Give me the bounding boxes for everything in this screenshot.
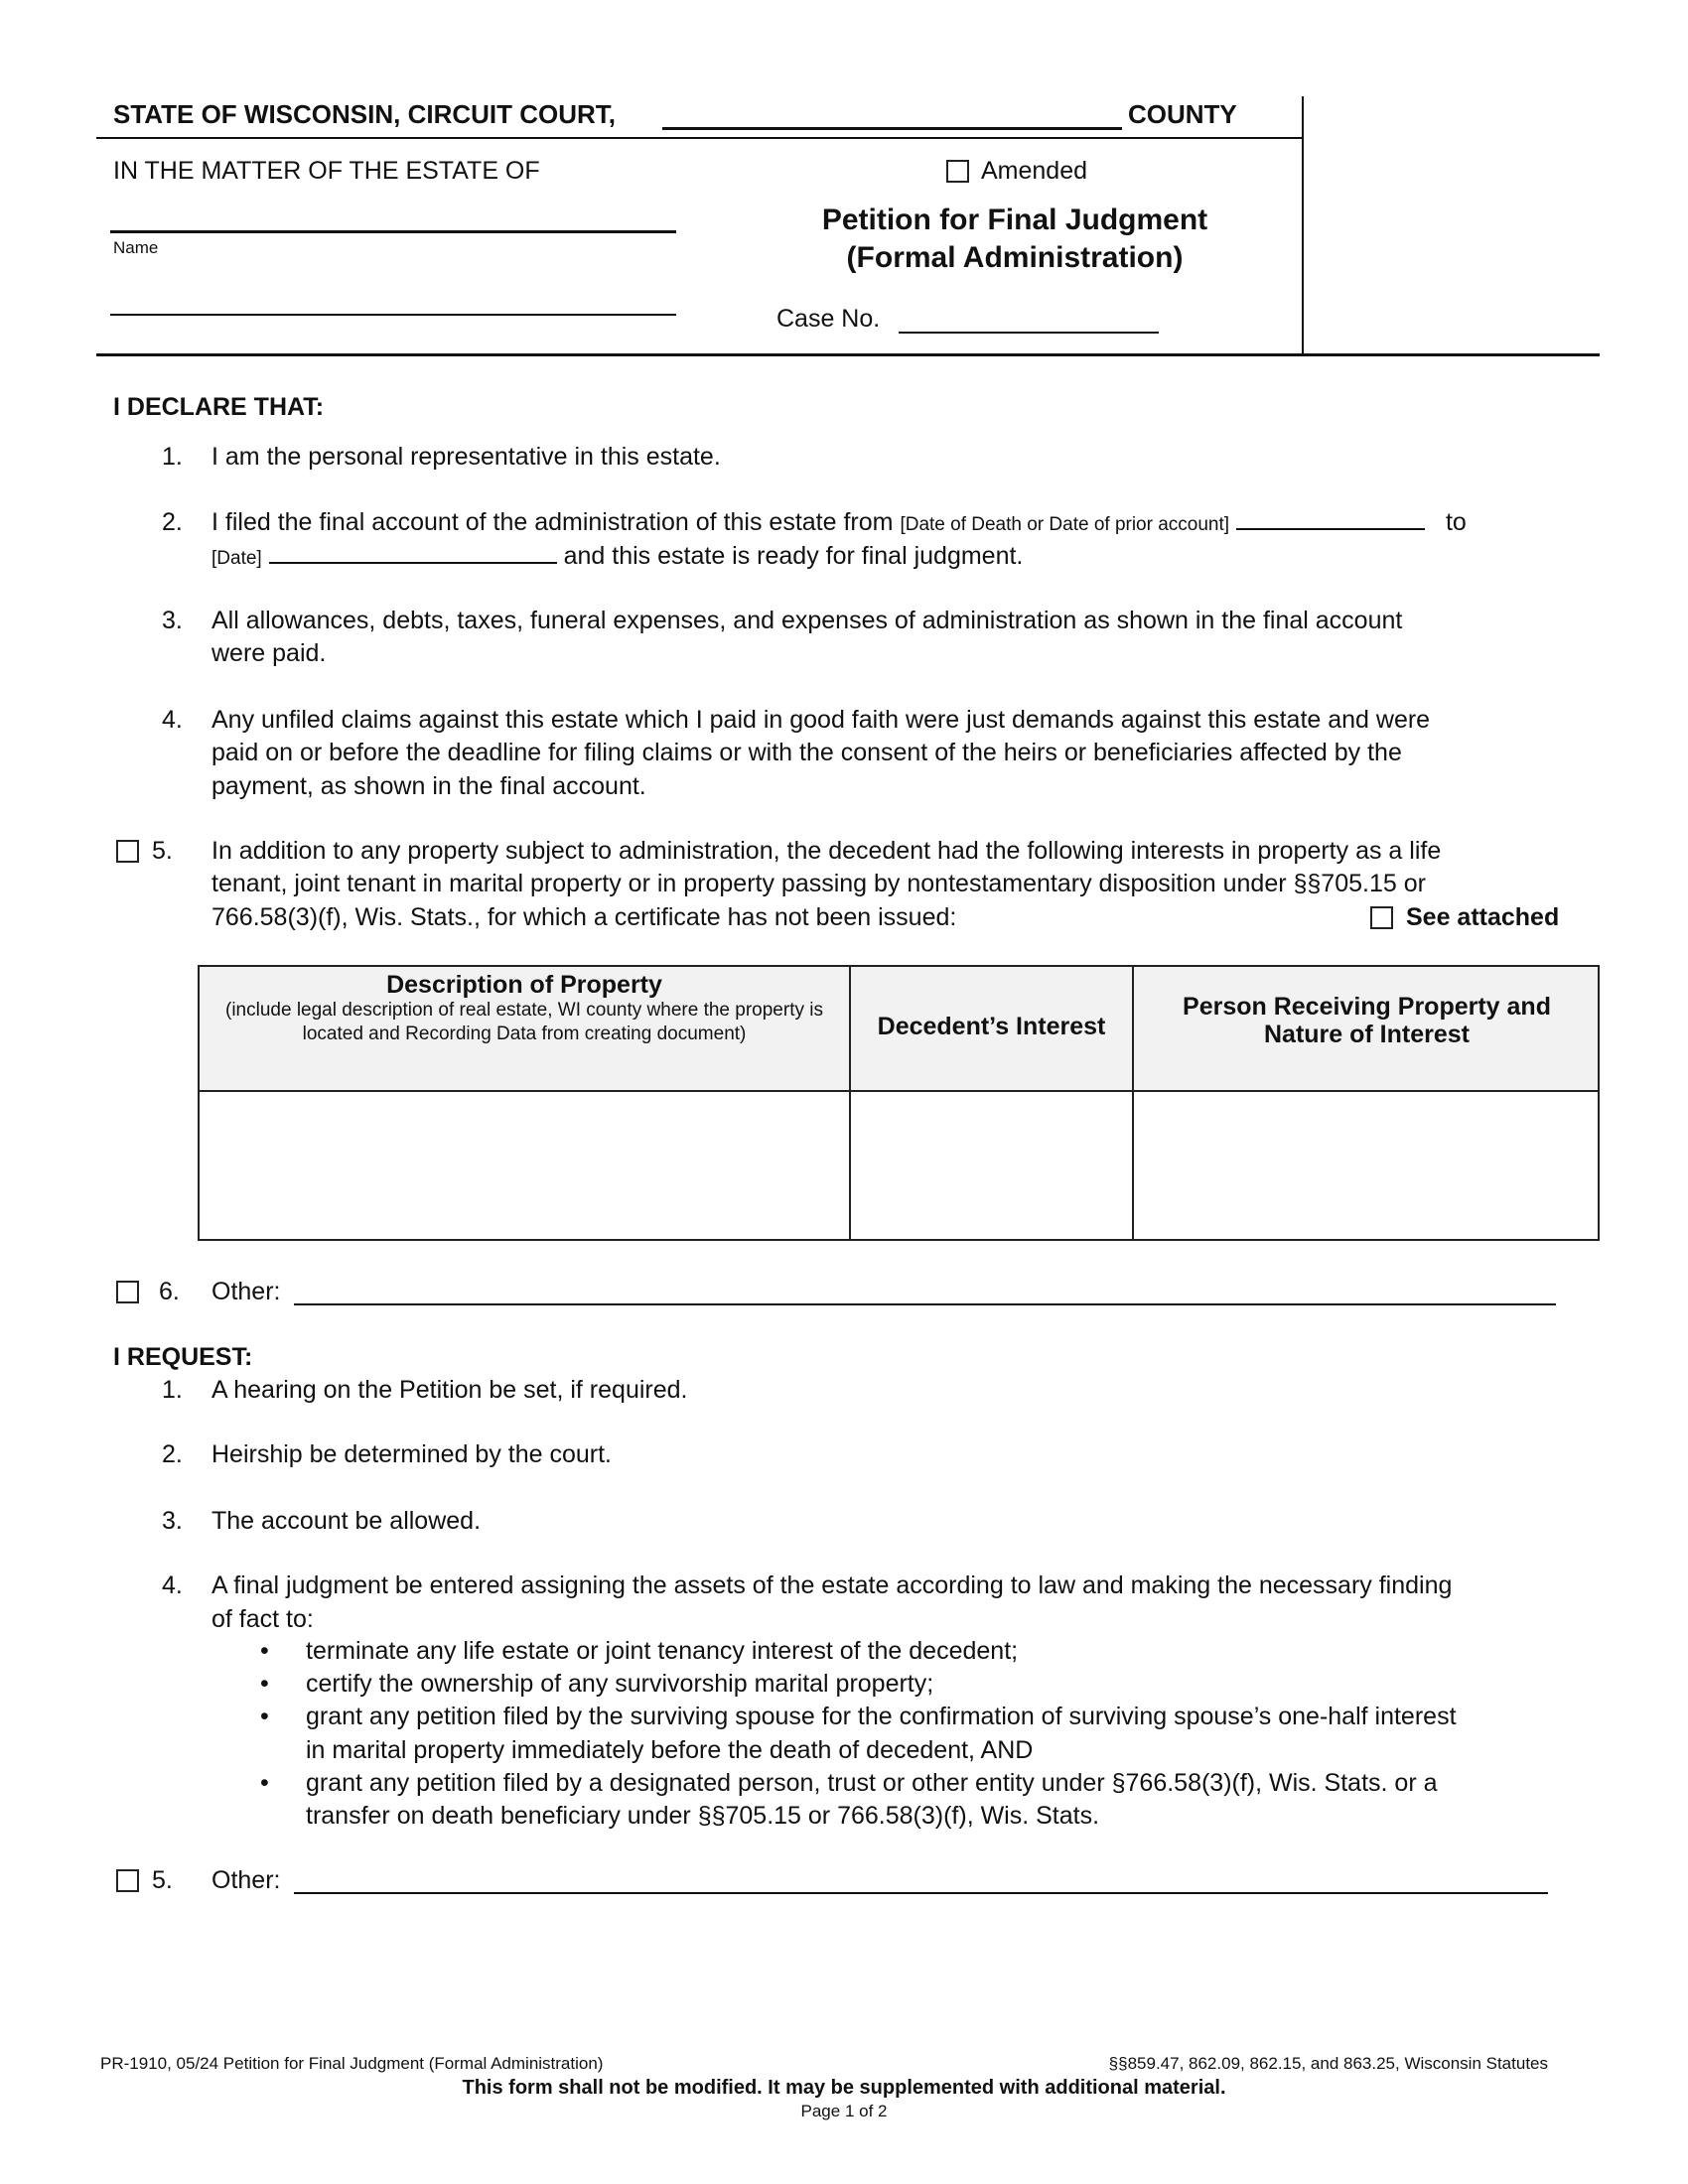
footer-statutes: §§859.47, 862.09, 862.15, and 863.25, Wisconsin Statutes: [1108, 2054, 1548, 2073]
declare-item-5: 766.58(3)(f), Wis. Stats., for which a certificate has not been issued:: [211, 903, 957, 931]
request-item-3: The account be allowed.: [211, 1507, 482, 1535]
item-6-checkbox[interactable]: [116, 1281, 139, 1303]
item-number: 3.: [162, 607, 183, 634]
item-number: 4.: [162, 1571, 183, 1599]
divider: [96, 353, 1600, 356]
declare-item-5: In addition to any property subject to administration, the decedent had the following interests in property as a life: [211, 837, 1442, 865]
declare-item-4: payment, as shown in the final account.: [211, 772, 646, 800]
bullet-icon: •: [260, 1703, 269, 1730]
amended-checkbox[interactable]: [946, 160, 969, 183]
other-field[interactable]: [294, 1892, 1548, 1894]
form-subtitle: (Formal Administration): [846, 241, 1184, 274]
from-date-field[interactable]: [1236, 508, 1425, 530]
declare-item-2: [211, 506, 1467, 541]
cell-person-receiving[interactable]: [1134, 1090, 1598, 1239]
item-text: I filed the final account of the administration of this estate from: [211, 508, 894, 536]
case-no-label: Case No.: [776, 305, 881, 333]
court-label: STATE OF WISCONSIN, CIRCUIT COURT,: [113, 99, 617, 129]
bullet-item: grant any petition filed by the surviving spouse for the confirmation of surviving spouse’s one-half interest: [306, 1703, 1457, 1730]
bullet-item: in marital property immediately before the death of decedent, AND: [306, 1736, 1034, 1764]
request-item-4: A final judgment be entered assigning the assets of the estate according to law and making the necessary finding: [211, 1571, 1453, 1599]
request-item-4: of fact to:: [211, 1605, 314, 1633]
bullet-item: grant any petition filed by a designated person, trust or other entity under §766.58(3)(f), Wis. Stats. or a: [306, 1769, 1438, 1797]
bullet-item: transfer on death beneficiary under §§705.15 or 766.58(3)(f), Wis. Stats.: [306, 1802, 1100, 1830]
bullet-item: terminate any life estate or joint tenancy interest of the decedent;: [306, 1637, 1019, 1665]
item-number: 3.: [162, 1507, 183, 1535]
footer-notice: This form shall not be modified. It may be supplemented with additional material.: [462, 2077, 1226, 2099]
declare-item-4: paid on or before the deadline for filing claims or with the consent of the heirs or beneficiaries affected by the: [211, 739, 1402, 766]
bullet-item: certify the ownership of any survivorship marital property;: [306, 1670, 934, 1698]
item-number: 1.: [162, 443, 183, 471]
date-hint: [Date]: [211, 548, 262, 569]
declare-item-2-cont: [211, 540, 1023, 575]
to-label: to: [1445, 508, 1467, 536]
request-heading: I REQUEST:: [113, 1343, 253, 1371]
declare-item-3: All allowances, debts, taxes, funeral expenses, and expenses of administration as shown in the final account: [211, 607, 1403, 634]
declare-item-5: tenant, joint tenant in marital property or in property passing by nontestamentary disposition under §§705.15 or: [211, 870, 1426, 897]
county-label: COUNTY: [1128, 99, 1237, 129]
item-number: 5.: [152, 837, 173, 865]
name-label: Name: [113, 238, 159, 257]
property-table: [198, 965, 1600, 1241]
to-date-field[interactable]: [269, 542, 557, 564]
col-subtitle: (include legal description of real estate, WI county where the property is located and Recording Data from creating document): [225, 1000, 823, 1044]
declare-item-3: were paid.: [211, 639, 327, 667]
divider: [96, 137, 1302, 139]
case-no-field[interactable]: [899, 332, 1159, 334]
cell-decedent-interest[interactable]: [851, 1090, 1132, 1239]
col-title: Description of Property: [386, 971, 662, 999]
item-number: 1.: [162, 1376, 183, 1404]
item-number: 5.: [152, 1866, 173, 1894]
item-number: 4.: [162, 706, 183, 734]
other-label: Other:: [211, 1866, 281, 1894]
county-field[interactable]: [662, 127, 1122, 130]
request-item-1: A hearing on the Petition be set, if required.: [211, 1376, 688, 1404]
amended-label: Amended: [981, 157, 1088, 185]
see-attached-label: See attached: [1406, 903, 1560, 931]
other-field[interactable]: [294, 1303, 1556, 1305]
item-number: 2.: [162, 1440, 183, 1468]
footer-form-id: PR-1910, 05/24 Petition for Final Judgment (Formal Administration): [100, 2054, 604, 2073]
form-title: Petition for Final Judgment: [821, 204, 1208, 236]
date-hint: [Date of Death or Date of prior account]: [900, 514, 1230, 535]
request-item-2: Heirship be determined by the court.: [211, 1440, 612, 1468]
declare-item-1: I am the personal representative in this estate.: [211, 443, 721, 471]
item-5-checkbox[interactable]: [116, 840, 139, 863]
see-attached-checkbox[interactable]: [1370, 906, 1393, 929]
declare-heading: I DECLARE THAT:: [113, 393, 325, 421]
column-header-decedent-interest: Decedent’s Interest: [877, 1013, 1106, 1040]
item-number: 2.: [162, 508, 183, 536]
name-field-2[interactable]: [110, 314, 676, 316]
column-header-person-receiving: Person Receiving Property and Nature of Interest: [1183, 993, 1551, 1048]
cell-description[interactable]: [200, 1090, 849, 1239]
bullet-icon: •: [260, 1769, 269, 1797]
other-label: Other:: [211, 1278, 281, 1305]
column-header-description: [219, 971, 829, 1046]
declare-item-4: Any unfiled claims against this estate which I paid in good faith were just demands against this estate and were: [211, 706, 1431, 734]
item-text: and this estate is ready for final judgment.: [563, 542, 1024, 570]
page-number: Page 1 of 2: [800, 2102, 888, 2120]
bullet-icon: •: [260, 1637, 269, 1665]
matter-label: IN THE MATTER OF THE ESTATE OF: [113, 157, 540, 185]
item-number: 6.: [159, 1278, 180, 1305]
bullet-icon: •: [260, 1670, 269, 1698]
name-field[interactable]: [110, 230, 676, 233]
request-5-checkbox[interactable]: [116, 1869, 139, 1892]
